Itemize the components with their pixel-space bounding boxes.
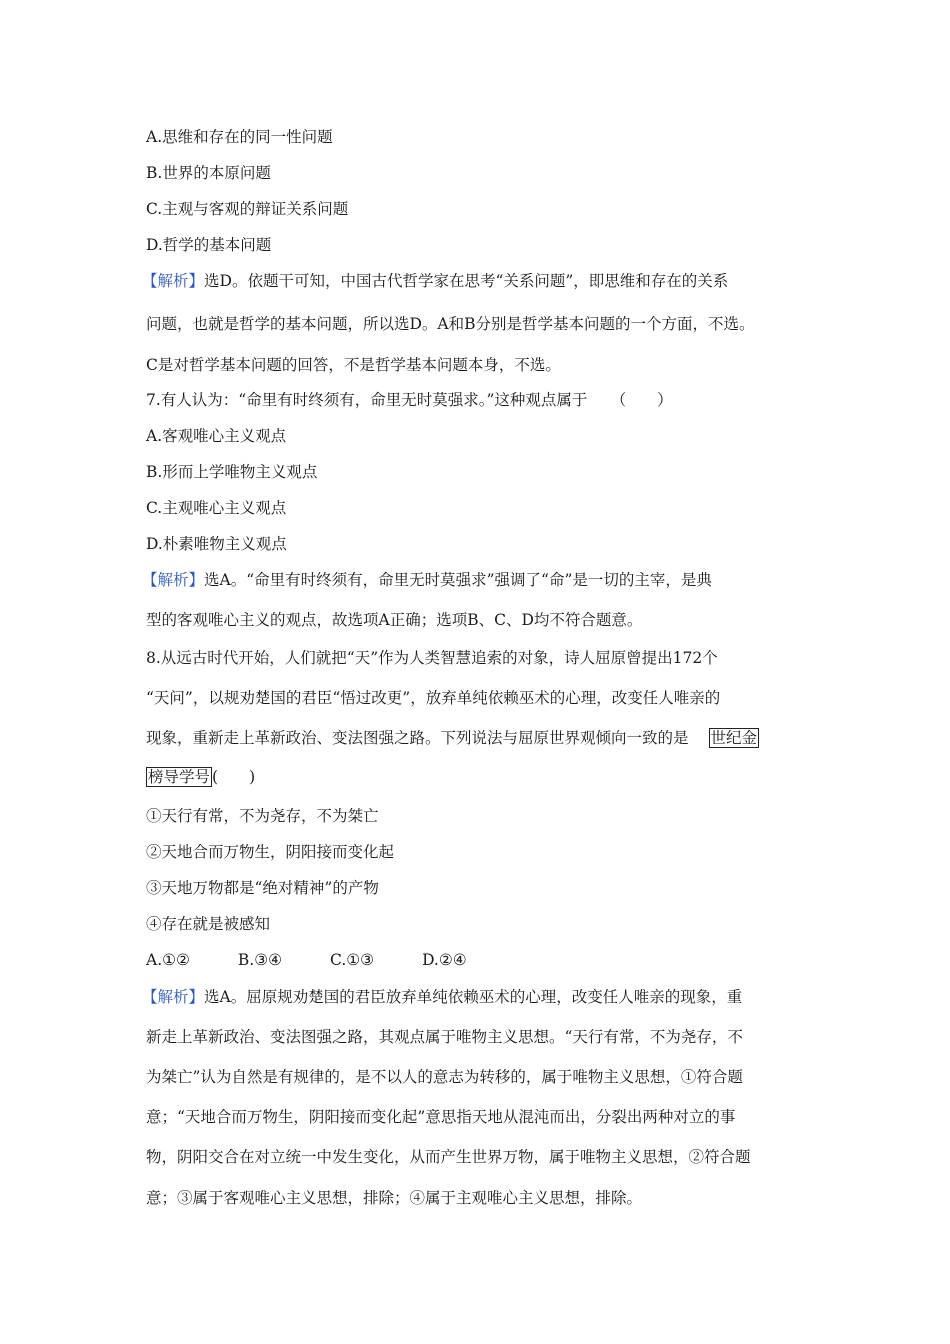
q8-analysis-line-6: 意；③属于客观唯心主义思想，排除；④属于主观唯心主义思想，排除。 [146, 1189, 643, 1207]
q8-analysis-line-3: 为桀亡”认为自然是有规律的，是不以人的意志为转移的，属于唯物主义思想，①符合题 [146, 1068, 743, 1086]
q8-choice-a: A.①② [146, 951, 190, 969]
q7-analysis-line-1: 【解析】选A。“命里有时终须有，命里无时莫强求”强调了“命”是一切的主宰，是典 [142, 571, 712, 589]
q6-option-b: B.世界的本原问题 [146, 164, 271, 182]
q6-analysis-line-2: 问题，也就是哲学的基本问题，所以选D。A和B分别是哲学基本问题的一个方面，不选。 [146, 315, 755, 333]
analysis-tag: 【解析】 [142, 988, 205, 1006]
q6-analysis-line-1: 【解析】选D。依题干可知，中国古代哲学家在思考“关系问题”，即思维和存在的关系 [142, 272, 729, 290]
study-number-tag-cont: 榜导学号 [148, 768, 211, 786]
q7-option-b: B.形而上学唯物主义观点 [146, 463, 318, 481]
q8-item-4: ④存在就是被感知 [146, 915, 271, 933]
q7-analysis-line-2: 型的客观唯心主义的观点，故选项A正确；选项B、C、D均不符合题意。 [146, 611, 643, 629]
analysis-tag: 【解析】 [142, 571, 205, 589]
q8-analysis-line-5: 物，阴阳交合在对立统一中发生变化，从而产生世界万物，属于唯物主义思想，②符合题 [146, 1148, 751, 1166]
q7-option-c: C.主观唯心主义观点 [146, 499, 287, 517]
q8-stem-line-2: “天问”，以规劝楚国的君臣“悟过改更”，放弃单纯依赖巫术的心理，改变任人唯亲的 [146, 689, 721, 707]
answer-paren: ( ) [212, 768, 256, 786]
q8-analysis-line-2: 新走上革新政治、变法图强之路，其观点属于唯物主义思想。“天行有常，不为尧存，不 [146, 1028, 743, 1046]
q8-analysis-line-4: 意；“天地合而万物生，阴阳接而变化起”意思指天地从混沌而出，分裂出两种对立的事 [146, 1108, 736, 1126]
q7-option-a: A.客观唯心主义观点 [146, 427, 287, 445]
q8-item-3: ③天地万物都是“绝对精神”的产物 [146, 879, 379, 897]
q8-item-1: ①天行有常，不为尧存，不为桀亡 [146, 807, 379, 825]
q6-analysis-line-3: C是对哲学基本问题的回答，不是哲学基本问题本身，不选。 [146, 356, 561, 374]
q8-choice-d: D.②④ [422, 951, 467, 969]
q7-stem: 7.有人认为：“命里有时终须有，命里无时莫强求。”这种观点属于 （ ） [146, 391, 673, 409]
q6-option-d: D.哲学的基本问题 [146, 236, 272, 254]
q8-choice-b: B.③④ [237, 951, 283, 969]
q7-option-d: D.朴素唯物主义观点 [146, 535, 287, 553]
q8-item-2: ②天地合而万物生，阴阳接而变化起 [146, 843, 395, 861]
q8-stem-line-3: 现象，重新走上革新政治、变法图强之路。下列说法与屈原世界观倾向一致的是 世纪金 [146, 729, 758, 747]
q8-stem-line-4 [146, 767, 255, 787]
q8-stem-line-1: 8.从远古时代开始，人们就把“天”作为人类智慧追索的对象，诗人屈原曾提出172个 [146, 649, 718, 667]
analysis-tag: 【解析】 [142, 272, 205, 290]
q8-choice-c: C.①③ [330, 951, 375, 969]
q8-analysis-line-1: 【解析】选A。屈原规劝楚国的君臣放弃单纯依赖巫术的心理，改变任人唯亲的现象，重 [142, 988, 743, 1006]
q6-option-c: C.主观与客观的辩证关系问题 [146, 200, 349, 218]
study-number-tag: 世纪金 [710, 729, 758, 747]
q6-option-a: A.思维和存在的同一性问题 [146, 128, 333, 146]
q8-choices [146, 950, 467, 970]
